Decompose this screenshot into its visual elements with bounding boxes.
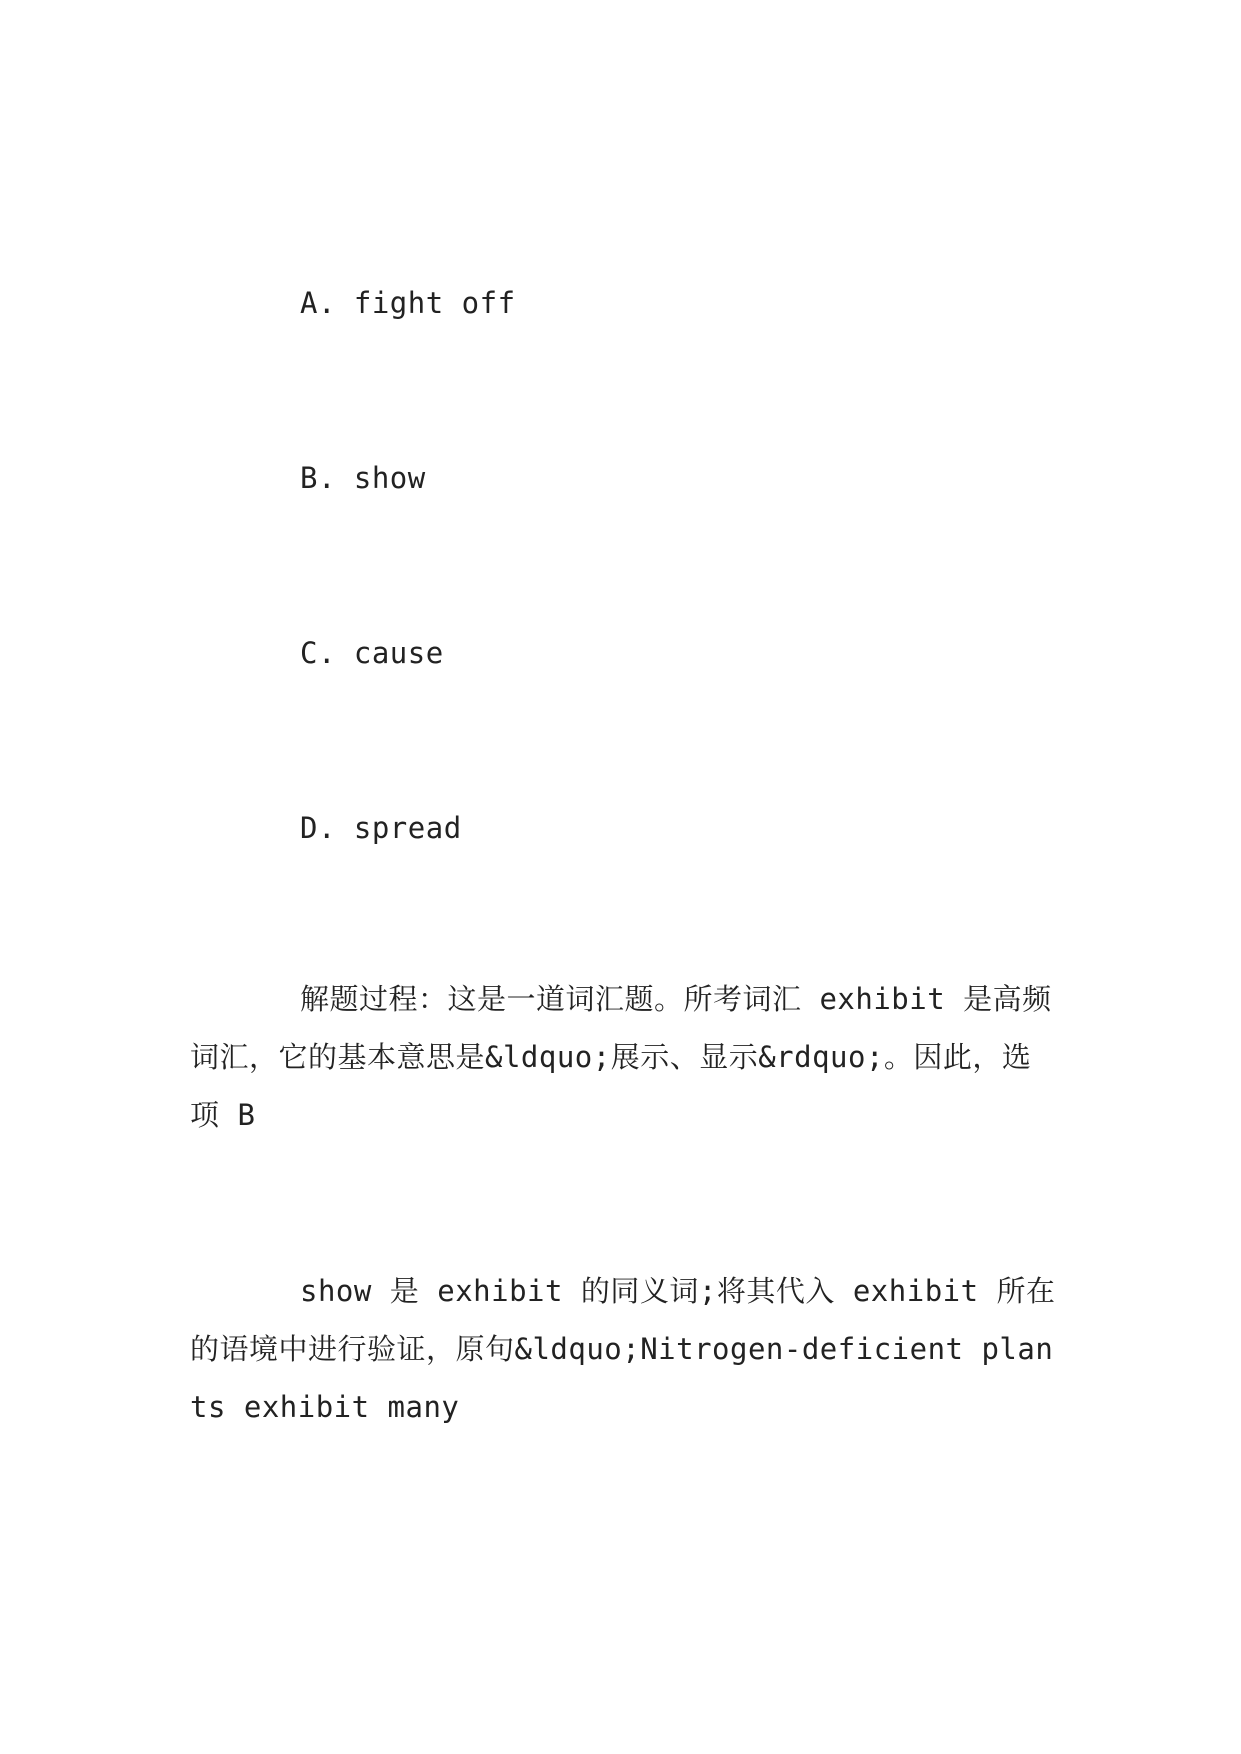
explanation-paragraph: 解题过程：这是一道词汇题。所考词汇 exhibit 是高频词汇，它的基本意思是&ldquo;展示、显示&rdquo;。因此，选项 B — [190, 982, 1052, 1132]
option-c — [300, 633, 444, 673]
option-a — [300, 283, 516, 323]
option-text: fight off — [353, 286, 516, 320]
option-b — [300, 458, 426, 498]
option-letter: A. — [300, 286, 336, 320]
option-letter: D. — [300, 811, 336, 845]
option-letter: C. — [300, 636, 336, 670]
verification-paragraph: show 是 exhibit 的同义词;将其代入 exhibit 所在的语境中进行验证，原句&ldquo;Nitrogen-deficient plants exhibit many — [190, 1274, 1056, 1424]
option-text: spread — [353, 811, 462, 845]
option-text: cause — [353, 636, 444, 670]
option-letter: B. — [300, 461, 336, 495]
option-text: show — [353, 461, 426, 495]
option-d — [300, 808, 462, 848]
